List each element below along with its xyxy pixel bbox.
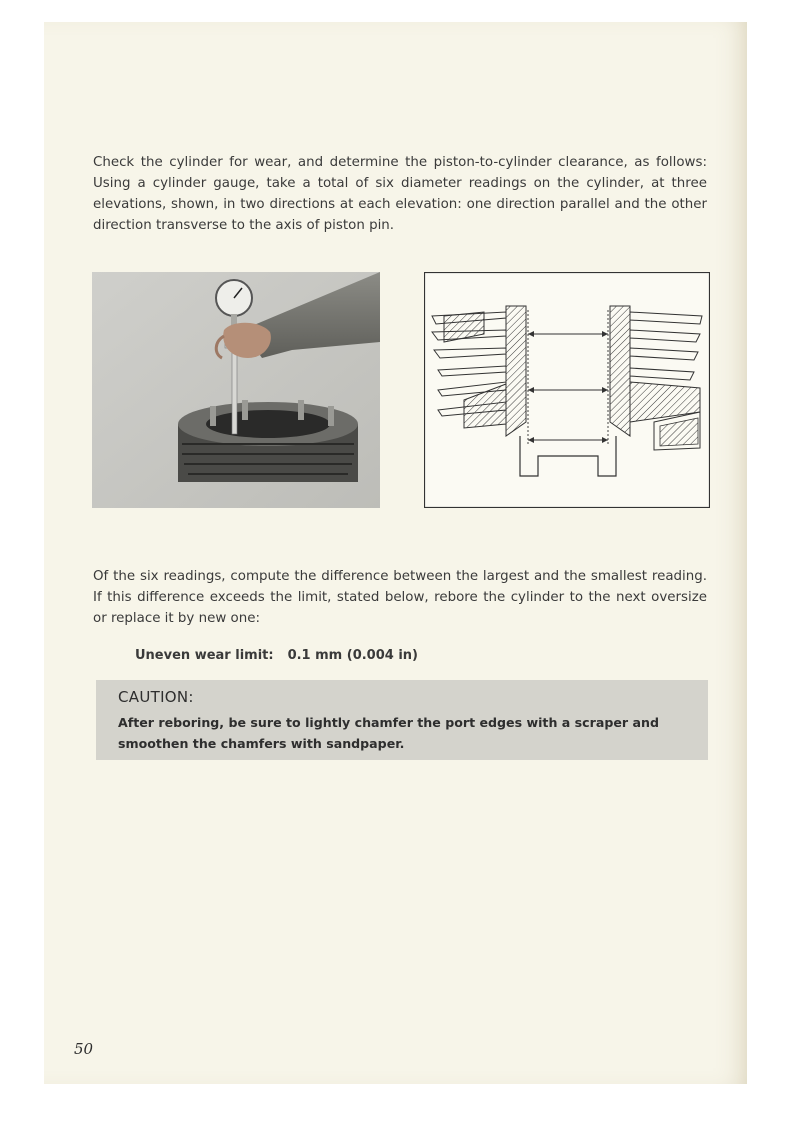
spec-value: 0.1 mm (0.004 in)	[287, 648, 418, 663]
caution-title: CAUTION:	[118, 688, 194, 706]
caution-box	[96, 680, 708, 760]
readings-paragraph: Of the six readings, compute the difference between the largest and the smallest reading. If this difference exceeds the limit, stated below, rebore the cylinder to the next oversize or replace it by new one:	[93, 569, 707, 626]
cylinder-gauge-photo	[92, 272, 380, 508]
cylinder-cross-section-diagram	[424, 272, 710, 508]
page-number: 50	[74, 1040, 94, 1058]
intro-paragraph: Check the cylinder for wear, and determine the piston-to-cylinder clearance, as follows: Using a cylinder gauge, take a total of six diameter readings on the cylinder, at three elevations, shown, in two directions at each elevation: one direction parallel and the other direction transverse to the axis of piston pin.	[93, 155, 707, 233]
spec-label: Uneven wear limit:	[135, 648, 274, 663]
wear-limit-spec	[135, 648, 418, 663]
caution-body: After reboring, be sure to lightly chamfer the port edges with a scraper and smoothen the chamfers with sandpaper.	[118, 715, 659, 751]
